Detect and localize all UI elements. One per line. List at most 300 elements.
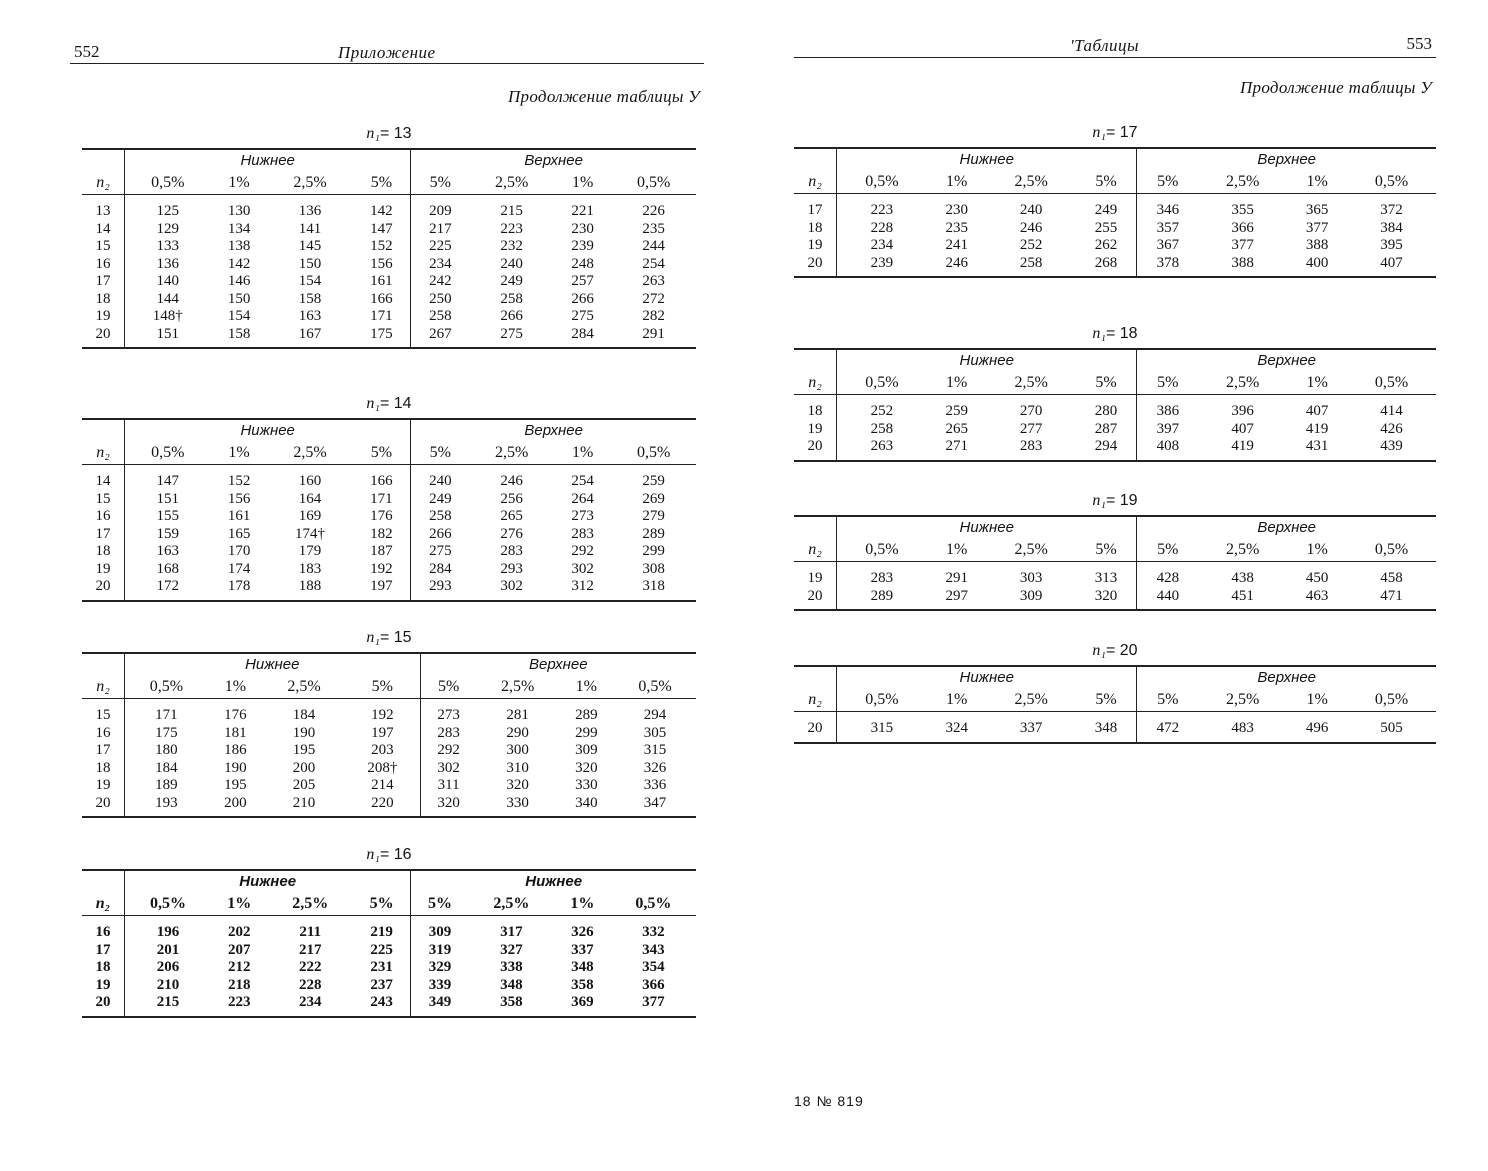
critical-value: 212 xyxy=(228,959,251,975)
critical-value: 142 xyxy=(352,195,410,221)
critical-value: 299 xyxy=(642,543,665,559)
critical-value: 309 xyxy=(987,588,1076,611)
percent-header: 0,5% xyxy=(125,893,211,916)
critical-value: 249 xyxy=(500,273,523,289)
table-row xyxy=(794,588,1436,611)
block-title xyxy=(794,320,1436,348)
critical-value: 171 xyxy=(352,308,410,326)
left-continuation-caption: Продолжение таблицы У xyxy=(507,87,700,106)
critical-value: 365 xyxy=(1305,202,1329,218)
table-row xyxy=(82,508,696,526)
percent-header: 1% xyxy=(927,539,987,562)
critical-value: 377 xyxy=(1231,237,1254,253)
critical-value: 317 xyxy=(500,924,523,940)
critical-value: 252 xyxy=(870,403,894,419)
n1-value: = 13 xyxy=(379,125,412,142)
critical-value: 176 xyxy=(352,508,410,526)
critical-value: 246 xyxy=(1019,219,1043,236)
critical-value: 226 xyxy=(642,203,665,219)
percent-header: 1% xyxy=(927,689,987,712)
critical-value: 263 xyxy=(642,273,665,289)
n2-value: 19 xyxy=(794,237,837,255)
critical-value: 291 xyxy=(611,326,696,349)
critical-value: 187 xyxy=(352,543,410,561)
critical-value: 144 xyxy=(156,290,179,307)
critical-value: 262 xyxy=(1076,237,1137,255)
critical-value: 239 xyxy=(837,255,927,278)
critical-value: 407 xyxy=(1305,403,1329,419)
critical-value: 337 xyxy=(571,941,594,958)
table-row xyxy=(794,237,1436,255)
percent-header: 2,5% xyxy=(987,689,1076,712)
critical-values-table xyxy=(794,147,1436,278)
right-running-title: 'Таблицы xyxy=(1070,36,1140,55)
critical-value: 189 xyxy=(155,777,178,793)
critical-value: 158 xyxy=(298,290,322,307)
table-block xyxy=(794,320,1436,462)
percent-header-row xyxy=(794,372,1436,395)
critical-value: 146 xyxy=(227,273,251,289)
table-row xyxy=(794,395,1436,421)
n2-value: 16 xyxy=(82,256,125,274)
n2-value: 18 xyxy=(794,220,837,238)
percent-header: 5% xyxy=(1076,171,1137,194)
table-row xyxy=(794,712,1436,743)
table-row xyxy=(82,561,696,579)
percent-header: 0,5% xyxy=(837,171,927,194)
n2-value: 18 xyxy=(794,395,837,421)
critical-value: 235 xyxy=(945,219,968,236)
critical-value: 337 xyxy=(987,712,1076,743)
critical-value: 265 xyxy=(945,420,968,437)
n2-label: n₂ xyxy=(794,689,837,712)
n1-symbol: n₁ xyxy=(1092,642,1106,659)
n2-header-spacer xyxy=(794,349,837,372)
percent-header: 5% xyxy=(1137,372,1198,395)
lower-group-label: Нижнее xyxy=(837,666,1137,689)
table-row xyxy=(82,543,696,561)
critical-value: 289 xyxy=(642,525,665,542)
critical-value: 268 xyxy=(1076,255,1137,278)
critical-value: 174† xyxy=(295,525,326,542)
right-page-header xyxy=(794,0,1436,58)
critical-value: 138 xyxy=(227,238,251,254)
table-block xyxy=(794,487,1436,611)
critical-values-table xyxy=(82,869,696,1018)
critical-value: 266 xyxy=(571,290,594,307)
percent-header: 5% xyxy=(411,442,469,465)
critical-value: 163 xyxy=(298,308,322,324)
percent-header: 5% xyxy=(1076,539,1137,562)
critical-value: 408 xyxy=(1137,438,1198,461)
critical-value: 237 xyxy=(353,977,411,995)
critical-value: 284 xyxy=(554,326,611,349)
n2-value: 17 xyxy=(82,942,125,960)
n2-value: 19 xyxy=(82,977,125,995)
n2-value: 20 xyxy=(82,994,125,1017)
n2-value: 19 xyxy=(794,421,837,439)
critical-value: 207 xyxy=(228,941,251,958)
upper-group-label: Верхнее xyxy=(1137,516,1436,539)
n2-label: n₂ xyxy=(82,172,125,195)
critical-value: 240 xyxy=(429,473,452,489)
critical-value: 249 xyxy=(1076,194,1137,220)
left-page-number: 552 xyxy=(74,42,100,61)
n2-value: 20 xyxy=(794,712,837,743)
n2-value: 20 xyxy=(82,326,125,349)
percent-header: 1% xyxy=(210,172,267,195)
critical-value: 354 xyxy=(642,959,665,975)
critical-value: 158 xyxy=(210,326,267,349)
table-row xyxy=(82,195,696,221)
table-row xyxy=(82,777,696,795)
upper-group-label: Верхнее xyxy=(420,653,696,676)
table-row xyxy=(82,491,696,509)
percent-header: 0,5% xyxy=(125,172,211,195)
table-row xyxy=(82,699,696,725)
n2-value: 20 xyxy=(82,795,125,818)
critical-value: 234 xyxy=(429,255,452,272)
n1-symbol: n₁ xyxy=(366,395,380,412)
critical-value: 289 xyxy=(837,588,927,611)
right-page-number: 553 xyxy=(1406,34,1432,53)
critical-value: 271 xyxy=(927,438,987,461)
n2-value: 15 xyxy=(82,491,125,509)
n2-header-spacer xyxy=(794,666,837,689)
critical-value: 222 xyxy=(299,959,322,975)
critical-value: 346 xyxy=(1156,202,1180,218)
critical-value: 179 xyxy=(298,543,322,559)
n2-value: 20 xyxy=(794,588,837,611)
critical-value: 133 xyxy=(156,238,179,254)
critical-value: 339 xyxy=(428,976,452,993)
critical-value: 159 xyxy=(156,525,179,542)
percent-header: 2,5% xyxy=(1198,171,1287,194)
critical-value: 195 xyxy=(292,742,316,758)
percent-header: 5% xyxy=(352,172,410,195)
critical-value: 310 xyxy=(506,759,529,776)
critical-value: 292 xyxy=(437,742,460,758)
critical-value: 311 xyxy=(437,777,460,793)
critical-value: 458 xyxy=(1380,570,1403,586)
critical-value: 309 xyxy=(575,742,598,758)
critical-value: 174 xyxy=(227,560,251,577)
block-title xyxy=(794,487,1436,515)
critical-value: 192 xyxy=(352,561,410,579)
critical-value: 340 xyxy=(559,795,614,818)
critical-values-table xyxy=(794,515,1436,611)
critical-value: 155 xyxy=(156,508,179,524)
table-row xyxy=(82,994,696,1017)
critical-value: 232 xyxy=(500,238,523,254)
critical-value: 315 xyxy=(643,742,667,758)
critical-value: 426 xyxy=(1380,420,1403,437)
critical-value: 175 xyxy=(352,326,410,349)
n2-value: 17 xyxy=(82,742,125,760)
critical-value: 329 xyxy=(428,959,452,975)
percent-header: 1% xyxy=(927,372,987,395)
n1-symbol: n₁ xyxy=(1092,492,1106,509)
table-row xyxy=(82,526,696,544)
percent-header: 0,5% xyxy=(614,676,696,699)
left-header-rule xyxy=(70,63,704,64)
group-header-row xyxy=(794,516,1436,539)
n2-value: 15 xyxy=(82,238,125,256)
critical-value: 201 xyxy=(156,941,180,958)
critical-value: 175 xyxy=(155,724,178,741)
percent-header: 2,5% xyxy=(469,172,554,195)
critical-value: 283 xyxy=(571,525,594,542)
critical-value: 167 xyxy=(268,326,353,349)
critical-value: 419 xyxy=(1305,420,1329,437)
percent-header-row xyxy=(82,442,696,465)
critical-value: 190 xyxy=(224,759,247,776)
critical-value: 275 xyxy=(429,543,452,559)
critical-value: 209 xyxy=(429,203,452,219)
critical-value: 282 xyxy=(642,308,665,324)
critical-value: 176 xyxy=(224,707,247,723)
table-row xyxy=(82,256,696,274)
critical-value: 505 xyxy=(1347,712,1436,743)
critical-value: 223 xyxy=(500,220,523,237)
signature-footer: 18 № 819 xyxy=(794,1093,864,1109)
percent-header: 5% xyxy=(1137,539,1198,562)
critical-value: 320 xyxy=(506,777,529,793)
table-row xyxy=(82,308,696,326)
percent-header: 1% xyxy=(554,172,611,195)
percent-header: 2,5% xyxy=(987,372,1076,395)
critical-value: 407 xyxy=(1231,420,1254,437)
table-row xyxy=(82,578,696,601)
critical-value: 348 xyxy=(571,959,594,975)
critical-value: 319 xyxy=(428,941,452,958)
critical-value: 160 xyxy=(298,473,322,489)
left-page xyxy=(74,0,700,1010)
left-running-title: Приложение xyxy=(338,43,436,62)
lower-group-label: Нижнее xyxy=(837,148,1137,171)
upper-group-label: Верхнее xyxy=(411,149,696,172)
critical-value: 231 xyxy=(353,959,411,977)
n2-value: 16 xyxy=(82,725,125,743)
critical-value: 407 xyxy=(1347,255,1436,278)
n1-symbol: n₁ xyxy=(366,125,380,142)
critical-value: 483 xyxy=(1198,712,1287,743)
percent-header: 2,5% xyxy=(263,676,345,699)
critical-value: 161 xyxy=(227,508,251,524)
critical-value: 357 xyxy=(1156,219,1180,236)
upper-group-label: Верхнее xyxy=(1137,148,1436,171)
n2-value: 20 xyxy=(794,438,837,461)
n1-symbol: n₁ xyxy=(1092,325,1106,342)
n2-value: 16 xyxy=(82,916,125,942)
critical-value: 277 xyxy=(1019,420,1043,437)
critical-value: 438 xyxy=(1231,570,1254,586)
critical-value: 217 xyxy=(429,220,452,237)
critical-value: 217 xyxy=(299,941,322,958)
critical-value: 220 xyxy=(345,795,420,818)
critical-value: 397 xyxy=(1156,420,1180,437)
critical-value: 206 xyxy=(156,959,180,975)
table-row xyxy=(82,465,696,491)
percent-header: 5% xyxy=(411,172,469,195)
percent-header-row xyxy=(82,893,696,916)
percent-header: 2,5% xyxy=(268,442,353,465)
critical-value: 156 xyxy=(227,490,251,507)
critical-value: 259 xyxy=(642,473,665,489)
critical-value: 336 xyxy=(643,777,667,793)
table-row xyxy=(82,760,696,778)
critical-value: 170 xyxy=(227,543,251,559)
critical-value: 266 xyxy=(500,308,523,324)
percent-header: 0,5% xyxy=(125,442,211,465)
percent-header: 5% xyxy=(411,893,469,916)
critical-value: 348 xyxy=(500,976,523,993)
critical-value: 419 xyxy=(1198,438,1287,461)
right-continuation-caption: Продолжение таблицы У xyxy=(1239,78,1432,97)
n2-value: 17 xyxy=(82,273,125,291)
critical-value: 263 xyxy=(837,438,927,461)
n1-symbol: n₁ xyxy=(366,846,380,863)
critical-value: 141 xyxy=(298,220,322,237)
n2-value: 14 xyxy=(82,465,125,491)
percent-header: 2,5% xyxy=(469,893,554,916)
group-header-row xyxy=(82,870,696,893)
critical-value: 184 xyxy=(292,707,316,723)
n2-header-spacer xyxy=(82,149,125,172)
block-title xyxy=(82,120,696,148)
lower-group-label: Нижнее xyxy=(837,516,1137,539)
critical-value: 228 xyxy=(870,219,894,236)
critical-value: 150 xyxy=(298,255,322,272)
critical-value: 302 xyxy=(571,560,594,577)
critical-value: 309 xyxy=(428,924,452,940)
n2-value: 19 xyxy=(82,308,125,326)
critical-value: 178 xyxy=(210,578,267,601)
critical-value: 349 xyxy=(411,994,469,1017)
n2-value: 13 xyxy=(82,195,125,221)
n1-value: = 17 xyxy=(1105,124,1138,141)
percent-header: 2,5% xyxy=(1198,539,1287,562)
n2-value: 19 xyxy=(82,561,125,579)
critical-value: 369 xyxy=(554,994,611,1017)
critical-value: 358 xyxy=(469,994,554,1017)
table-row xyxy=(794,194,1436,220)
critical-value: 240 xyxy=(500,255,523,272)
critical-value: 347 xyxy=(614,795,696,818)
critical-value: 168 xyxy=(156,560,179,577)
percent-header-row xyxy=(82,676,696,699)
critical-value: 471 xyxy=(1347,588,1436,611)
percent-header: 0,5% xyxy=(1347,539,1436,562)
critical-value: 210 xyxy=(263,795,345,818)
percent-header: 1% xyxy=(210,442,267,465)
critical-value: 239 xyxy=(571,238,594,254)
critical-value: 243 xyxy=(353,994,411,1017)
critical-value: 129 xyxy=(156,220,179,237)
critical-value: 450 xyxy=(1305,570,1329,586)
lower-group-label: Нижнее xyxy=(125,149,411,172)
n2-header-spacer xyxy=(794,148,837,171)
critical-value: 332 xyxy=(642,924,665,940)
percent-header-row xyxy=(794,689,1436,712)
critical-value: 281 xyxy=(506,707,529,723)
critical-value: 240 xyxy=(1019,202,1043,218)
critical-value: 258 xyxy=(429,308,452,324)
percent-header: 2,5% xyxy=(268,893,353,916)
critical-value: 283 xyxy=(500,543,523,559)
n2-value: 19 xyxy=(794,562,837,588)
critical-value: 388 xyxy=(1198,255,1287,278)
n2-header-spacer xyxy=(82,870,125,893)
percent-header: 0,5% xyxy=(837,372,927,395)
right-page xyxy=(794,0,1436,736)
critical-value: 327 xyxy=(500,941,523,958)
table-block xyxy=(82,624,696,818)
critical-value: 326 xyxy=(643,759,667,776)
percent-header: 0,5% xyxy=(611,172,696,195)
critical-value: 181 xyxy=(224,724,247,741)
critical-value: 396 xyxy=(1231,403,1254,419)
critical-value: 395 xyxy=(1380,237,1403,253)
critical-value: 147 xyxy=(352,221,410,239)
critical-values-table xyxy=(82,148,696,349)
table-block xyxy=(794,637,1436,744)
percent-header: 5% xyxy=(353,893,411,916)
critical-value: 439 xyxy=(1347,438,1436,461)
n2-value: 18 xyxy=(82,543,125,561)
critical-value: 223 xyxy=(870,202,894,218)
table-row xyxy=(794,438,1436,461)
table-row xyxy=(82,916,696,942)
critical-value: 451 xyxy=(1198,588,1287,611)
critical-value: 294 xyxy=(1076,438,1137,461)
critical-value: 192 xyxy=(345,699,420,725)
critical-value: 343 xyxy=(642,941,665,958)
critical-value: 150 xyxy=(227,290,251,307)
critical-value: 142 xyxy=(227,255,251,272)
percent-header: 1% xyxy=(554,893,611,916)
critical-value: 151 xyxy=(156,490,179,507)
critical-value: 235 xyxy=(642,220,665,237)
critical-value: 230 xyxy=(945,202,968,218)
critical-value: 156 xyxy=(352,256,410,274)
critical-value: 320 xyxy=(575,759,598,776)
critical-value: 318 xyxy=(611,578,696,601)
critical-value: 273 xyxy=(571,508,594,524)
table-row xyxy=(82,959,696,977)
critical-value: 300 xyxy=(506,742,529,758)
critical-value: 183 xyxy=(298,560,322,577)
percent-header: 0,5% xyxy=(1347,171,1436,194)
critical-value: 270 xyxy=(1019,403,1043,419)
critical-value: 315 xyxy=(837,712,927,743)
critical-value: 255 xyxy=(1076,220,1137,238)
critical-value: 463 xyxy=(1287,588,1347,611)
n1-value: = 20 xyxy=(1105,642,1138,659)
critical-values-table xyxy=(794,348,1436,462)
percent-header-row xyxy=(82,172,696,195)
n2-value: 20 xyxy=(82,578,125,601)
critical-value: 182 xyxy=(352,526,410,544)
block-title xyxy=(82,841,696,869)
lower-group-label: Нижнее xyxy=(125,419,411,442)
critical-value: 254 xyxy=(571,473,594,489)
n2-header-spacer xyxy=(82,419,125,442)
table-block xyxy=(82,841,696,1018)
percent-header: 2,5% xyxy=(987,539,1076,562)
critical-value: 151 xyxy=(125,326,211,349)
n1-symbol: n₁ xyxy=(1092,124,1106,141)
